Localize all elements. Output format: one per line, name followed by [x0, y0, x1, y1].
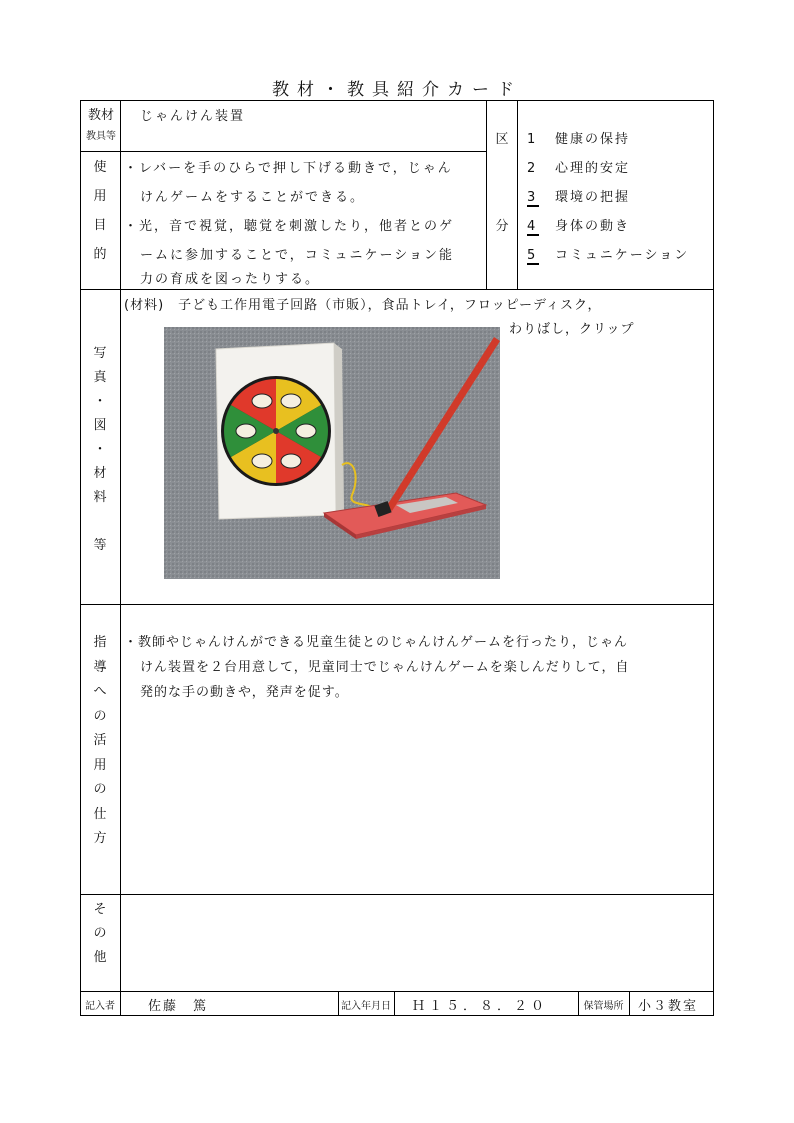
category-item-2: 2 心理的安定 — [527, 161, 631, 176]
material-name: じゃんけん装置 — [140, 109, 246, 124]
location-value: 小３教室 — [638, 999, 699, 1014]
product-photo — [164, 327, 500, 579]
category-item-3: 3 環境の把握 — [527, 190, 631, 205]
other-label: そ の 他 — [93, 902, 107, 965]
usage-label: 指 導 へ の 活 用 の 仕 方 — [93, 635, 107, 846]
header-label-bottom: 教具等 — [86, 131, 116, 142]
materials-line-1: (材料) 子ども工作用電子回路（市販），食品トレイ，フロッピーディスク， — [124, 298, 602, 313]
materials-line-2: わりばし，クリップ — [509, 322, 635, 337]
location-label: 保管場所 — [583, 1001, 624, 1012]
category-label-bottom: 分 — [495, 219, 509, 234]
category-item-5: 5 コミュニケーション — [527, 248, 690, 263]
category-item-4: 4 身体の動き — [527, 219, 631, 234]
author-label: 記入者 — [85, 1001, 115, 1012]
card-title: 教材・教具紹介カード — [272, 80, 522, 100]
category-item-1: 1 健康の保持 — [527, 132, 631, 147]
author-name: 佐藤 篤 — [148, 999, 209, 1014]
materials-label: 写 真 ・ 図 ・ 材 料 等 — [93, 346, 107, 553]
date-label: 記入年月日 — [341, 1001, 391, 1012]
date-value: Ｈ１５．８．２０ — [412, 999, 549, 1014]
purpose-label: 使 用 目 的 — [93, 160, 107, 262]
category-label-top: 区 — [495, 132, 509, 147]
header-label-top: 教材 — [87, 108, 114, 123]
